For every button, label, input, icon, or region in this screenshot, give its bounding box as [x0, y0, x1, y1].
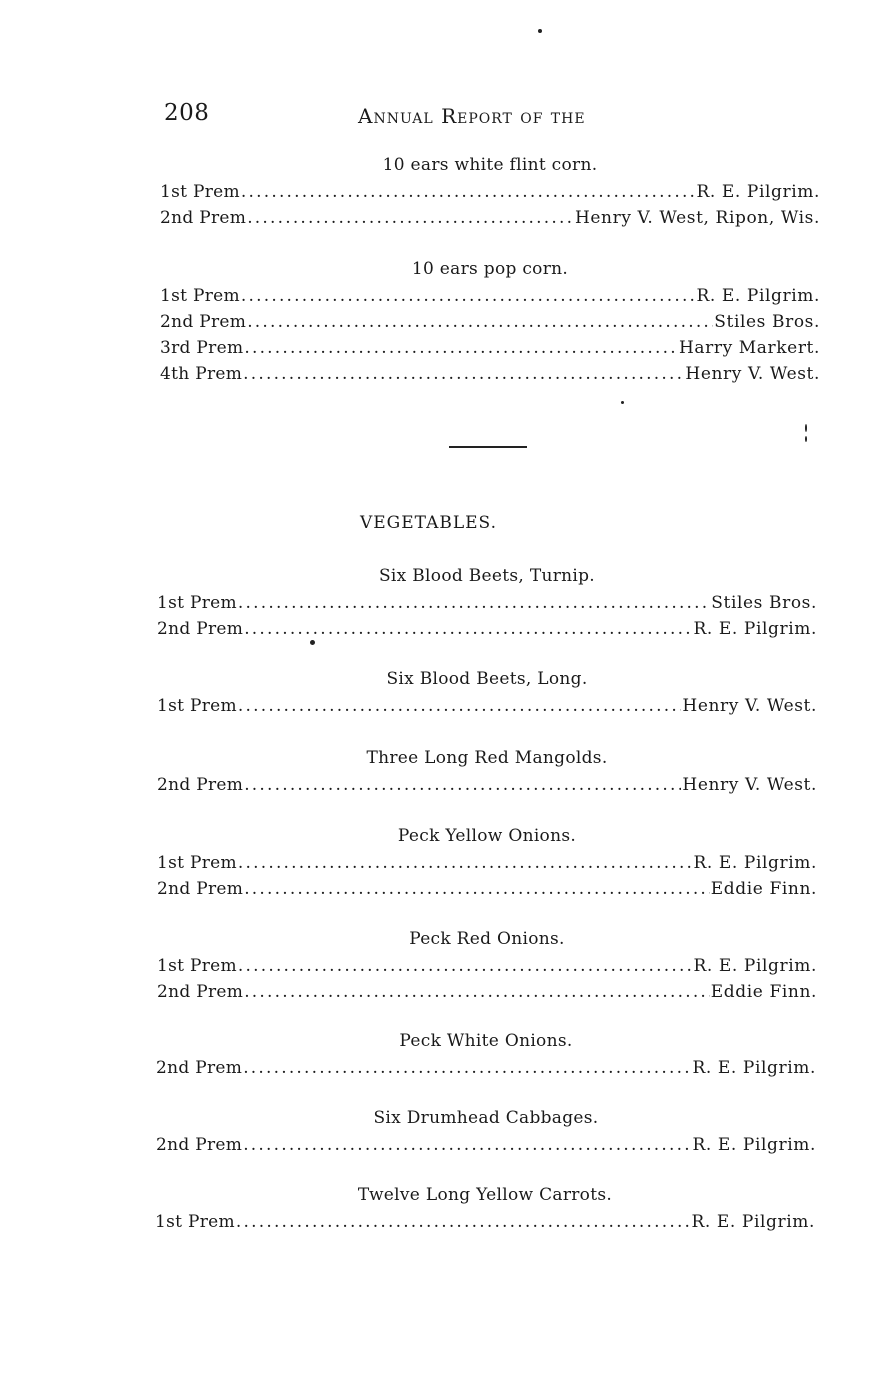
premium-rank: 1st Prem [160, 286, 240, 306]
premium-entry [156, 1055, 816, 1081]
scan-speck [805, 424, 807, 432]
scan-speck [538, 29, 542, 33]
winner-name: Henry V. West. [685, 364, 820, 384]
scan-speck [310, 640, 315, 645]
premium-entry [157, 979, 817, 1005]
premium-rank: 2nd Prem [157, 775, 244, 795]
dot-leader [243, 1132, 691, 1158]
category-block [160, 257, 820, 387]
winner-name: R. E. Pilgrim. [693, 956, 817, 976]
winner-name: Eddie Finn. [710, 879, 817, 899]
premium-entry [160, 179, 820, 205]
category-block [160, 153, 820, 231]
winner-name: R. E. Pilgrim. [693, 853, 817, 873]
premium-rank: 4th Prem [160, 364, 243, 384]
category-title: Peck White Onions. [399, 1031, 573, 1051]
premium-entry [157, 953, 817, 979]
premium-entry [155, 1209, 815, 1235]
premium-entry [157, 590, 817, 616]
premium-entry [160, 205, 820, 231]
premium-rank: 1st Prem [157, 853, 237, 873]
premium-rank: 3rd Prem [160, 338, 244, 358]
dot-leader [238, 953, 693, 979]
dot-leader [241, 283, 696, 309]
winner-name: R. E. Pilgrim. [691, 1212, 815, 1232]
premium-entry [160, 335, 820, 361]
category-block [157, 564, 817, 642]
winner-name: Stiles Bros. [714, 312, 820, 332]
dot-leader [241, 179, 696, 205]
premium-rank: 1st Prem [155, 1212, 235, 1232]
premium-entry [160, 309, 820, 335]
category-block [155, 1183, 815, 1235]
dot-leader [244, 979, 710, 1005]
scan-speck [621, 401, 624, 404]
premium-entry [156, 1132, 816, 1158]
premium-rank: 2nd Prem [156, 1135, 243, 1155]
premium-rank: 1st Prem [157, 956, 237, 976]
category-title: Six Blood Beets, Turnip. [378, 566, 596, 586]
category-title: Six Drumhead Cabbages. [373, 1108, 599, 1128]
dot-leader [244, 616, 692, 642]
section-divider [449, 446, 527, 448]
winner-name: R. E. Pilgrim. [696, 286, 820, 306]
dot-leader [244, 876, 710, 902]
dot-leader [247, 309, 713, 335]
winner-name: Henry V. West. [682, 775, 817, 795]
premium-entry [160, 283, 820, 309]
dot-leader [243, 1055, 691, 1081]
winner-name: R. E. Pilgrim. [696, 182, 820, 202]
premium-entry [157, 693, 817, 719]
category-block [156, 1106, 816, 1158]
section-heading [0, 513, 887, 533]
premium-entry [157, 876, 817, 902]
dot-leader [238, 590, 710, 616]
category-title: Twelve Long Yellow Carrots. [357, 1185, 613, 1205]
premium-entry [160, 361, 820, 387]
premium-rank: 1st Prem [160, 182, 240, 202]
category-title: Three Long Red Mangolds. [366, 748, 608, 768]
premium-rank: 2nd Prem [160, 208, 247, 228]
winner-name: Eddie Finn. [710, 982, 817, 1002]
premium-entry [157, 850, 817, 876]
dot-leader [244, 772, 681, 798]
category-title: Six Blood Beets, Long. [386, 669, 588, 689]
category-block [157, 746, 817, 798]
premium-rank: 1st Prem [157, 593, 237, 613]
winner-name: Henry V. West. [682, 696, 817, 716]
dot-leader [244, 335, 678, 361]
premium-entry [157, 772, 817, 798]
premium-rank: 2nd Prem [160, 312, 247, 332]
category-block [156, 1029, 816, 1081]
winner-name: Stiles Bros. [711, 593, 817, 613]
dot-leader [247, 205, 574, 231]
category-block [157, 667, 817, 719]
winner-name: R. E. Pilgrim. [692, 1135, 816, 1155]
premium-rank: 1st Prem [157, 696, 237, 716]
page-number: 208 [164, 100, 210, 126]
category-block [157, 824, 817, 902]
premium-entry [157, 616, 817, 642]
winner-name: Harry Markert. [678, 338, 820, 358]
premium-rank: 2nd Prem [157, 879, 244, 899]
category-title: 10 ears white flint corn. [382, 155, 598, 175]
scan-speck [805, 436, 807, 442]
premium-rank: 2nd Prem [156, 1058, 243, 1078]
category-title: Peck Red Onions. [409, 929, 565, 949]
dot-leader [243, 361, 684, 387]
category-block [157, 927, 817, 1005]
category-title: Peck Yellow Onions. [397, 826, 577, 846]
premium-rank: 2nd Prem [157, 619, 244, 639]
winner-name: Henry V. West, Ripon, Wis. [574, 208, 820, 228]
dot-leader [238, 850, 693, 876]
category-title: 10 ears pop corn. [411, 259, 569, 279]
running-head: Annual Report of the [358, 104, 586, 128]
winner-name: R. E. Pilgrim. [693, 619, 817, 639]
section-heading-text: VEGETABLES. [360, 513, 497, 533]
dot-leader [238, 693, 681, 719]
dot-leader [236, 1209, 691, 1235]
premium-rank: 2nd Prem [157, 982, 244, 1002]
winner-name: R. E. Pilgrim. [692, 1058, 816, 1078]
